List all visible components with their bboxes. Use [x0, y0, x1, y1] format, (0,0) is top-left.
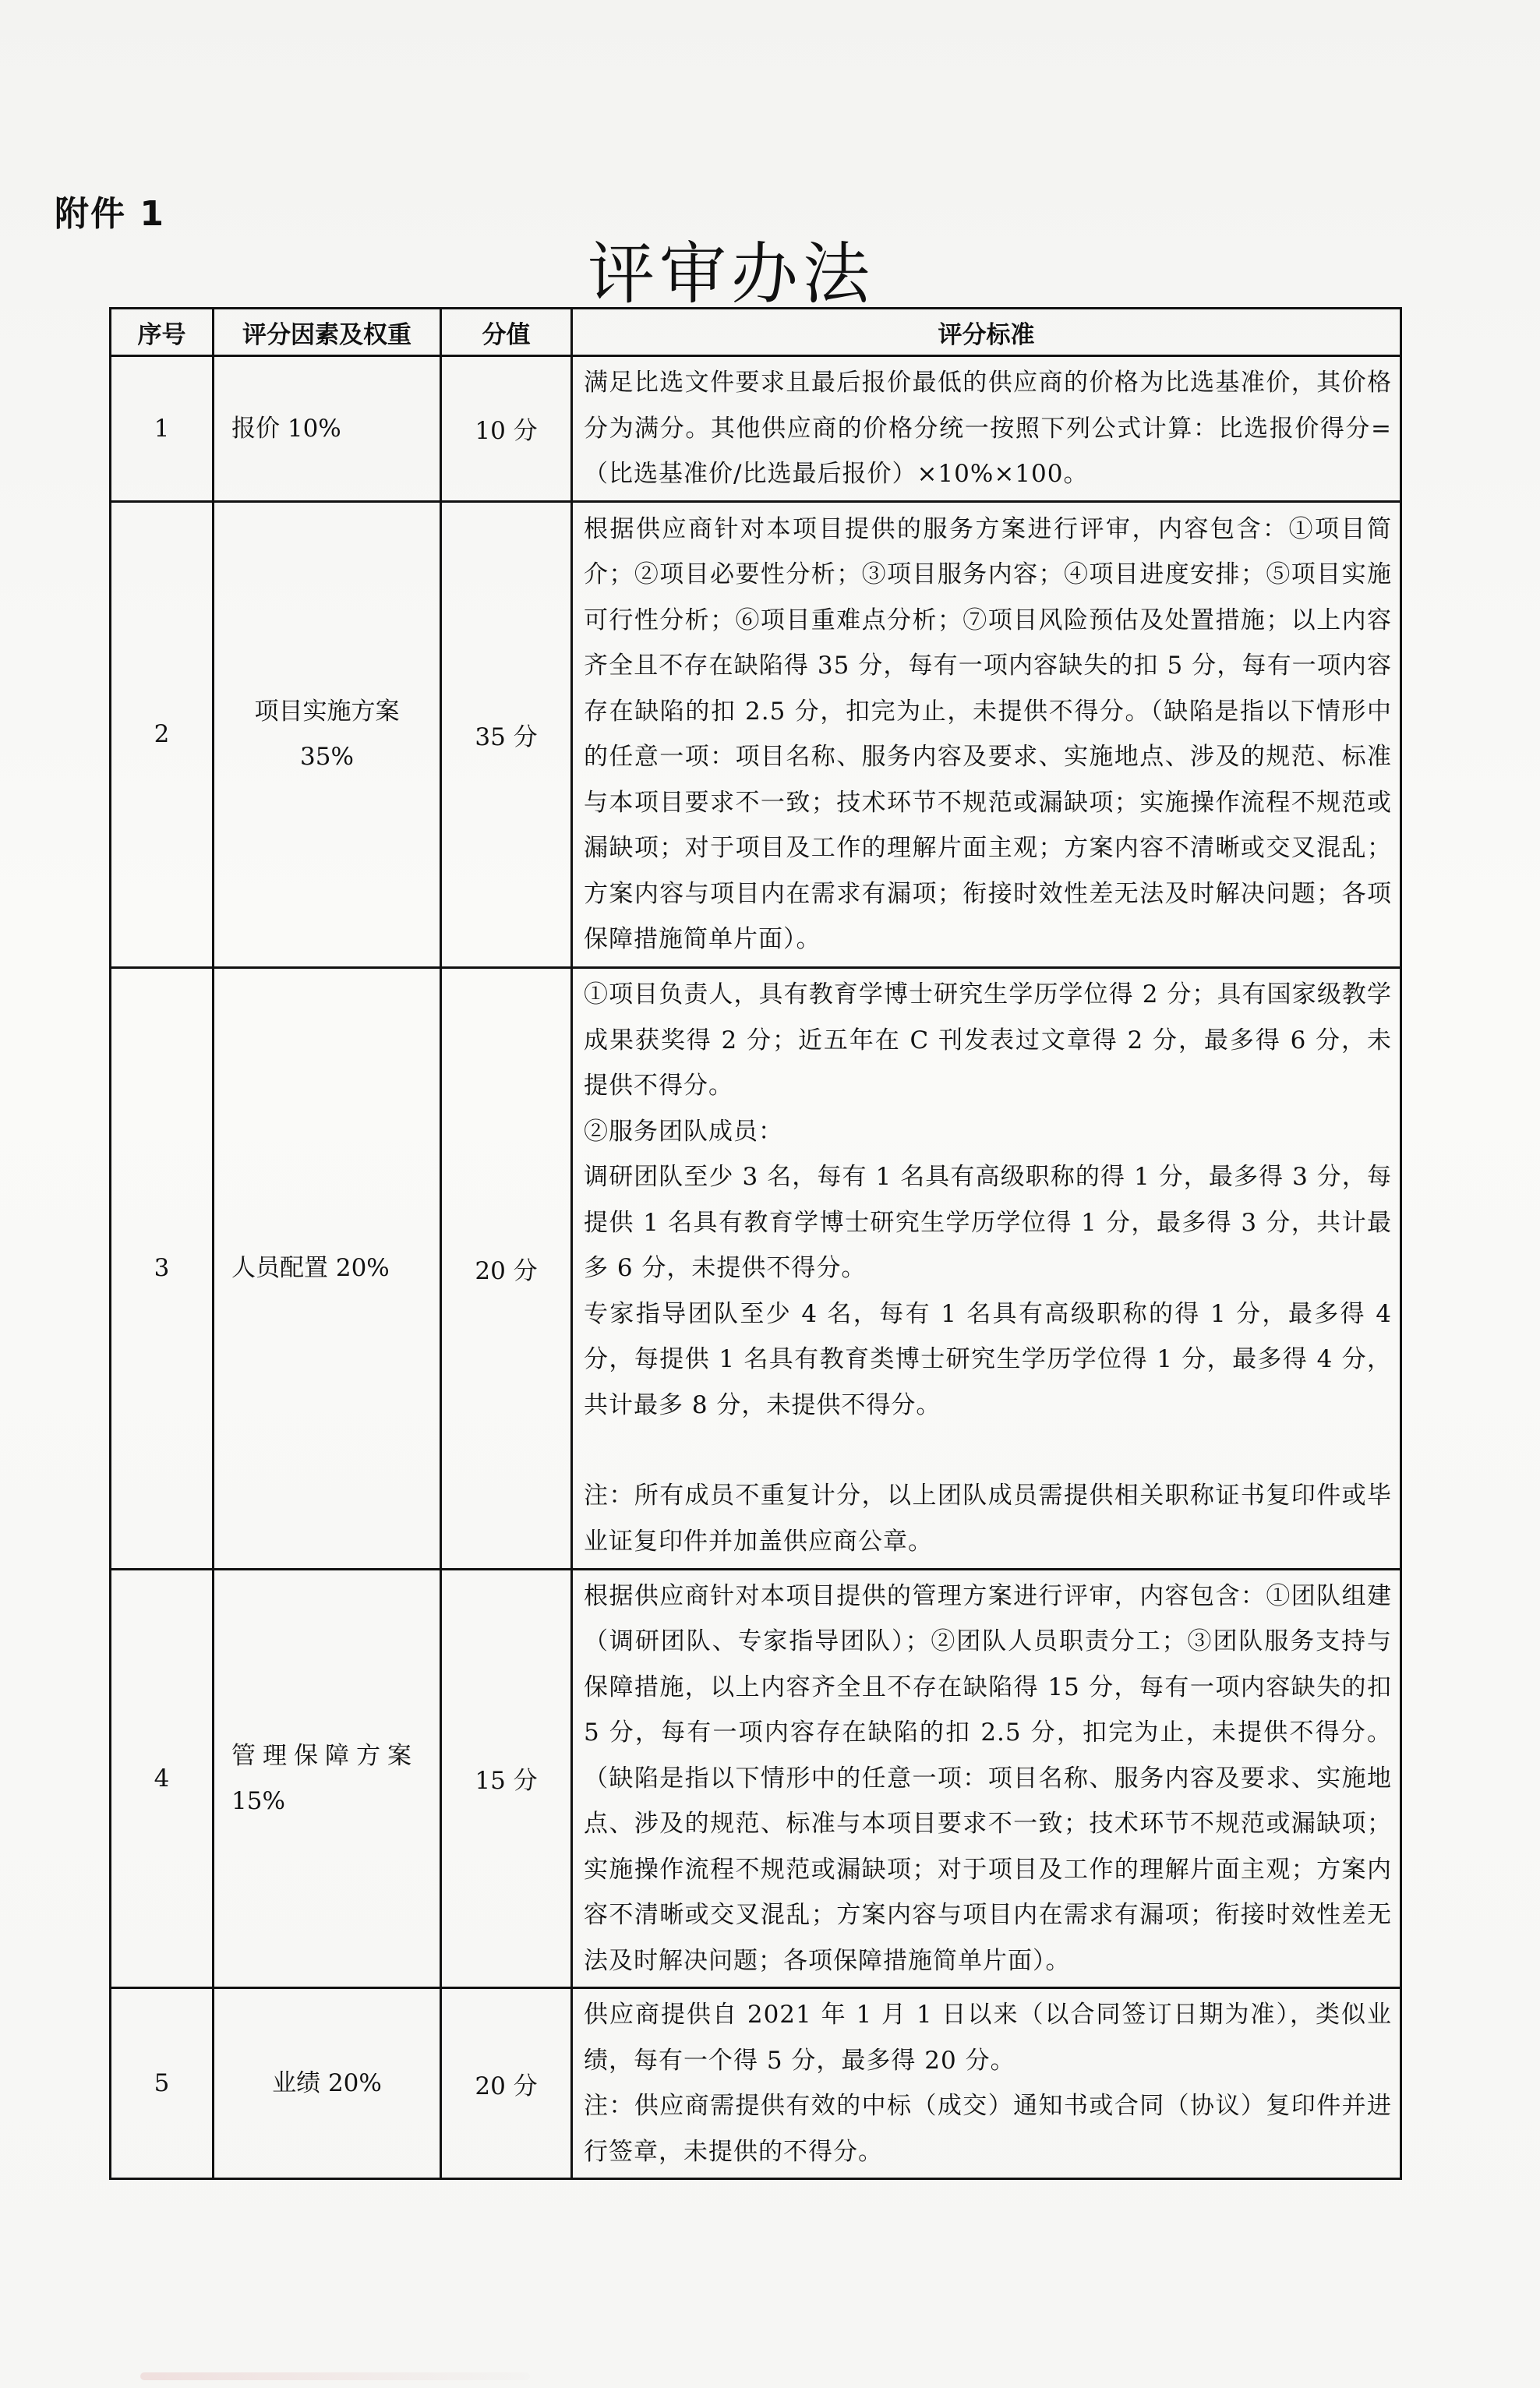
criteria-paragraph: 供应商提供自 2021 年 1 月 1 日以来（以合同签订日期为准），类似业绩，每有一个得 5 分，最多得 20 分。	[584, 2001, 1392, 2075]
row-criteria	[572, 967, 1401, 1569]
row-criteria	[572, 1988, 1401, 2179]
row-factor	[214, 501, 441, 967]
factor-name: 管理保障方案	[231, 1741, 419, 1770]
table-row	[111, 501, 1401, 967]
row-score: 20 分	[441, 1988, 572, 2179]
table-header-row	[111, 309, 1401, 356]
header-criteria: 评分标准	[572, 309, 1401, 356]
row-seq: 4	[111, 1569, 214, 1988]
table-row	[111, 967, 1401, 1569]
attachment-label: 附件 1	[55, 194, 165, 234]
factor-weight: 35%	[300, 743, 354, 771]
criteria-paragraph: 根据供应商针对本项目提供的服务方案进行评审，内容包含：①项目简介；②项目必要性分析；③项目服务内容；④项目进度安排；⑤项目实施可行性分析；⑥项目重难点分析；⑦项目风险预估及处置措施；以上内容齐全且不存在缺陷得 35 分，每有一项内容缺失的扣 5 分，每有一项内容存在缺陷的扣 2.5 分，扣完为止，未提供不得分。（缺陷是指以下情形中的任意一项：项目名称、服务内容及要求、实施地点、涉及的规范、标准与本项目要求不一致；技术环节不规范或漏缺项；实施操作流程不规范或漏缺项；对于项目及工作的理解片面主观；方案内容不清晰或交叉混乱；方案内容与项目内在需求有漏项；衔接时效性差无法及时解决问题；各项保障措施简单片面）。	[584, 514, 1392, 953]
row-score: 20 分	[441, 967, 572, 1569]
row-seq: 5	[111, 1988, 214, 2179]
row-factor: 人员配置 20%	[214, 967, 441, 1569]
header-seq: 序号	[111, 309, 214, 356]
criteria-paragraph: ①项目负责人，具有教育学博士研究生学历学位得 2 分；具有国家级教学成果获奖得 2 分；近五年在 C 刊发表过文章得 2 分，最多得 6 分，未提供不得分。	[584, 980, 1392, 1100]
row-criteria	[572, 501, 1401, 967]
row-criteria	[572, 1569, 1401, 1988]
row-seq: 3	[111, 967, 214, 1569]
row-factor: 报价 10%	[214, 356, 441, 502]
row-criteria	[572, 356, 1401, 502]
factor-name: 项目实施方案	[254, 698, 400, 726]
table-row	[111, 356, 1401, 502]
paragraph-gap	[584, 1428, 1392, 1473]
criteria-note: 注：所有成员不重复计分，以上团队成员需提供相关职称证书复印件或毕业证复印件并加盖供应商公章。	[584, 1482, 1392, 1556]
row-score: 10 分	[441, 356, 572, 502]
row-factor: 业绩 20%	[214, 1988, 441, 2179]
header-factor: 评分因素及权重	[214, 309, 441, 356]
header-score: 分值	[441, 309, 572, 356]
evaluation-table	[109, 307, 1402, 2180]
criteria-paragraph: 根据供应商针对本项目提供的管理方案进行评审，内容包含：①团队组建（调研团队、专家指导团队）；②团队人员职责分工；③团队服务支持与保障措施，以上内容齐全且不存在缺陷得 15 分，每有一项内容缺失的扣 5 分，每有一项内容存在缺陷的扣 2.5 分，扣完为止，未提供不得分。（缺陷是指以下情形中的任意一项：项目名称、服务内容及要求、实施地点、涉及的规范、标准与本项目要求不一致；技术环节不规范或漏缺项；实施操作流程不规范或漏缺项；对于项目及工作的理解片面主观；方案内容不清晰或交叉混乱；方案内容与项目内在需求有漏项；衔接时效性差无法及时解决问题；各项保障措施简单片面）。	[584, 1581, 1392, 1975]
factor-weight: 15%	[231, 1786, 285, 1815]
table-row	[111, 1569, 1401, 1988]
row-score: 15 分	[441, 1569, 572, 1988]
row-seq: 1	[111, 356, 214, 502]
criteria-paragraph: 调研团队至少 3 名，每有 1 名具有高级职称的得 1 分，最多得 3 分，每提供 1 名具有教育学博士研究生学历学位得 1 分，最多得 3 分，共计最多 6 分，未提供不得分。	[584, 1163, 1392, 1282]
criteria-paragraph: ②服务团队成员：	[584, 1117, 783, 1146]
row-seq: 2	[111, 501, 214, 967]
criteria-paragraph: 满足比选文件要求且最后报价最低的供应商的价格为比选基准价，其价格分为满分。其他供应商的价格分统一按照下列公式计算：比选报价得分=（比选基准价/比选最后报价）×10%×100。	[584, 369, 1392, 488]
row-factor	[214, 1569, 441, 1988]
table-row	[111, 1988, 1401, 2179]
criteria-paragraph: 专家指导团队至少 4 名，每有 1 名具有高级职称的得 1 分，最多得 4 分，每提供 1 名具有教育类博士研究生学历学位得 1 分，最多得 4 分，共计最多 8 分，未提供不得分。	[584, 1299, 1392, 1419]
criteria-note: 注：供应商需提供有效的中标（成交）通知书或合同（协议）复印件并进行签章，未提供的不得分。	[584, 2092, 1392, 2166]
row-score: 35 分	[441, 501, 572, 967]
document-title: 评审办法	[588, 235, 874, 313]
scan-smudge	[140, 2372, 530, 2380]
